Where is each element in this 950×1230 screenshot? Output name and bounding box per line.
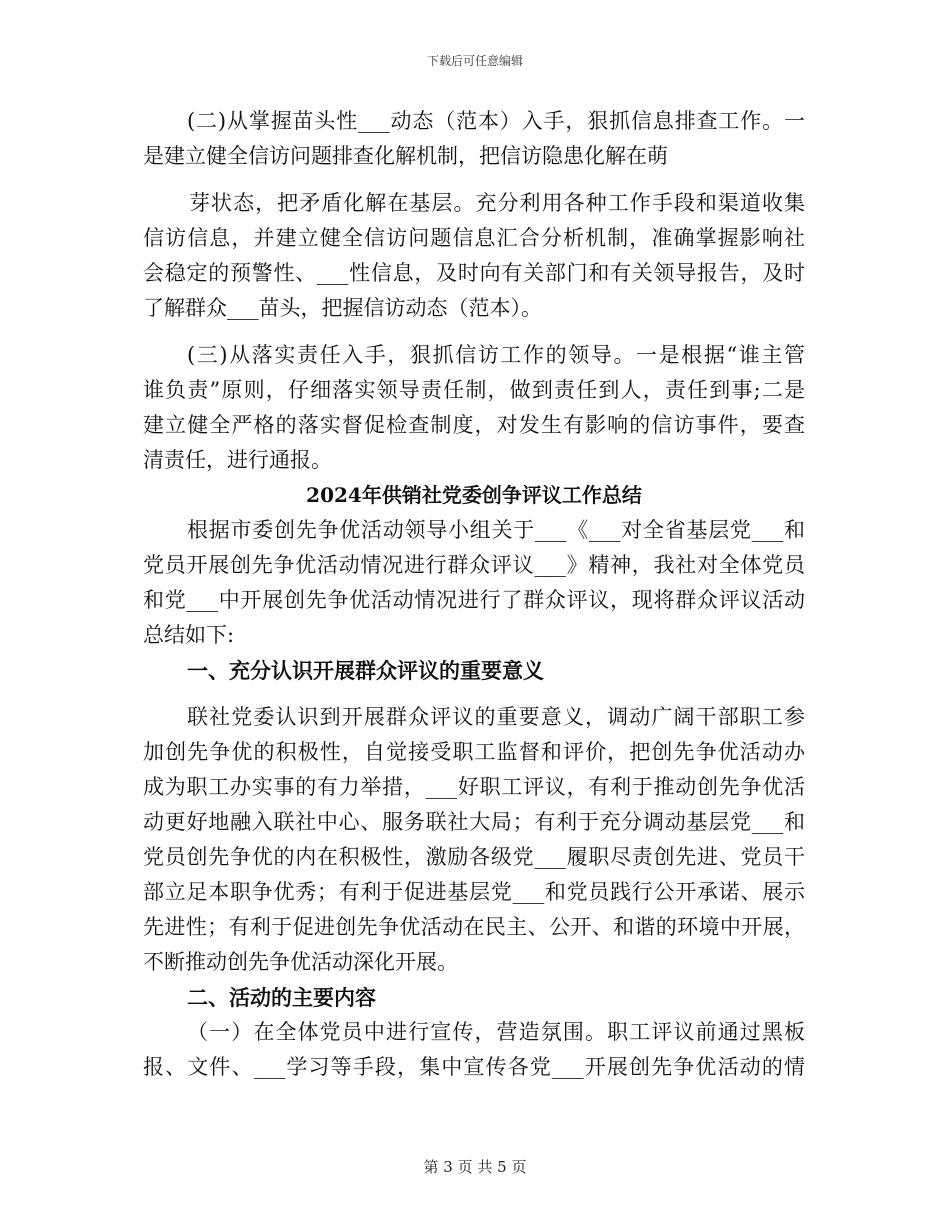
text-line: 会稳定的预警性、___性信息，及时向有关部门和有关领导报告，及时 [143,261,805,285]
document-body [143,104,805,1085]
text-line: 成为职工办实事的有力举措，___好职工评议，有利于推动创先争优活 [143,775,805,799]
paragraph-gap [143,174,805,186]
text-line: 部立足本职争优秀；有利于促进基层党___和党员践行公开承诺、展示 [143,880,805,904]
text-line: 党员开展创先争优活动情况进行群众评议___》精神，我社对全体党员 [143,553,805,577]
text-line: 芽状态，把矛盾化解在基层。充分利用各种工作手段和渠道收集 [189,191,805,215]
text-line: （一）在全体党员中进行宣传，营造氛围。职工评议前通过黑板 [187,1020,805,1044]
text-line: 联社党委认识到开展群众评议的重要意义，调动广阔干部职工参 [187,705,805,729]
paragraph-gap [143,688,805,700]
text-line: 不断推动创先争优活动深化开展。 [143,950,458,974]
text-line: 报、文件、___学习等手段，集中宣传各党___开展创先争优活动的情 [143,1055,805,1079]
text-line: 建立健全严格的落实督促检查制度，对发生有影响的信访事件，要查 [143,413,805,437]
page-header: 下载后可任意编辑 [426,54,523,68]
text-line: 和党___中开展创先争优活动情况进行了群众评议，现将群众评议活动 [143,588,805,612]
section-title: 2024年供销社党委创争评议工作总结 [306,483,642,507]
paragraph-gap [143,326,805,338]
text-line: 动更好地融入联社中心、服务联社大局；有利于充分调动基层党___和 [143,810,805,834]
text-line: 谁负责”原则，仔细落实领导责任制，做到责任到人，责任到事;二是 [143,378,805,402]
section-heading: 二、活动的主要内容 [187,985,376,1010]
section-heading: 一、充分认识开展群众评议的重要意义 [187,658,544,683]
text-line: 清责任，进行通报。 [143,448,332,472]
text-line: (二)从掌握苗头性___动态（范本）入手，狠抓信息排查工作。一 [187,109,805,133]
text-line: 总结如下: [143,623,235,647]
text-line: (三)从落实责任入手，狠抓信访工作的领导。一是根据“谁主管 [187,343,805,367]
page-footer: 第 3 页 共 5 页 [423,1158,527,1176]
text-line: 了解群众___苗头，把握信访动态（范本）。 [143,296,542,320]
text-line: 是建立健全信访问题排查化解机制，把信访隐患化解在萌 [143,144,668,168]
text-line: 先进性；有利于促进创先争优活动在民主、公开、和谐的环境中开展， [143,915,805,939]
text-line: 信访信息，并建立健全信访问题信息汇合分析机制，准确掌握影响社 [143,226,805,250]
text-line: 根据市委创先争优活动领导小组关于___《___对全省基层党___和 [187,518,805,542]
text-line: 加创先争优的积极性，自觉接受职工监督和评价，把创先争优活动办 [143,740,805,764]
text-line: 党员创先争优的内在积极性，激励各级党___履职尽责创先进、党员干 [143,845,805,869]
